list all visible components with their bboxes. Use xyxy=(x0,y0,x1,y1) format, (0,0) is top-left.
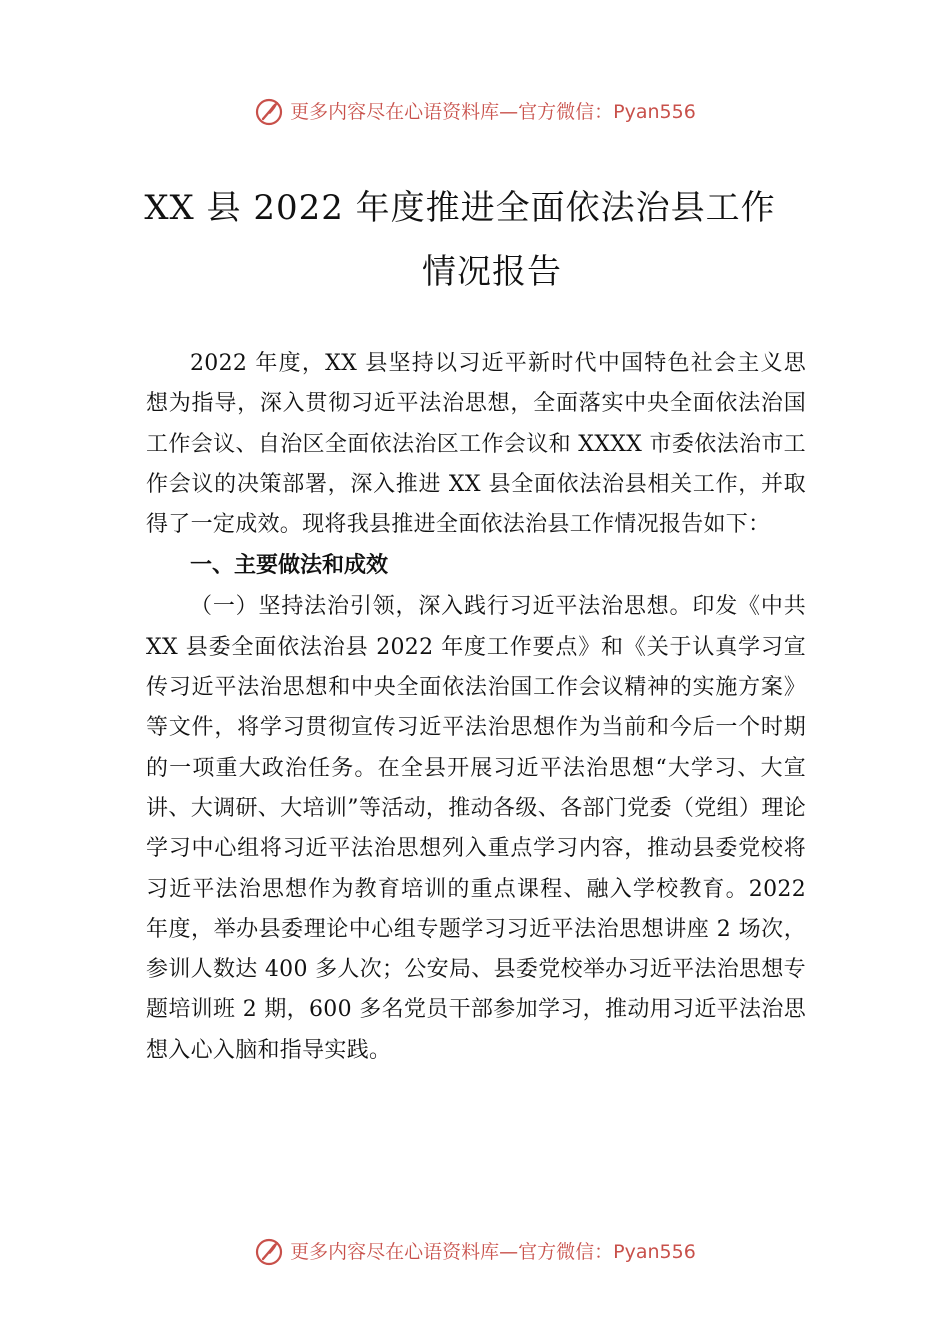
watermark-header xyxy=(0,97,950,127)
watermark-footer xyxy=(0,1237,950,1267)
section-heading: 一、主要做法和成效 xyxy=(190,553,389,579)
quill-logo-icon xyxy=(254,97,284,127)
document-title-line-2: 情况报告 xyxy=(422,252,562,292)
document-body xyxy=(146,344,806,1071)
document-title-line-1: XX 县 2022 年度推进全面依法治县工作 xyxy=(144,188,776,228)
section-paragraph: （一）坚持法治引领，深入践行习近平法治思想。印发《中共 XX 县委全面依法治县 2022 年度工作要点》和《关于认真学习宣传习近平法治思想和中央全面依法治国工作会议精神的实施方案》等文件，将学习贯彻宣传习近平法治思想作为当前和今后一个时期的一项重大政治任务。在全县开展习近平法治思想“大学习、大宣讲、大调研、大培训”等活动，推动各级、各部门党委（党组）理论学习中心组将习近平法治思想列入重点学习内容，推动县委党校将习近平法治思想作为教育培训的重点课程、融入学校教育。2022 年度，举办县委理论中心组专题学习习近平法治思想讲座 2 场次，参训人数达 400 多人次；公安局、县委党校举办习近平法治思想专题培训班 2 期，600 多名党员干部参加学习，推动用习近平法治思想入心入脑和指导实践。 xyxy=(146,594,806,1063)
intro-paragraph: 2022 年度，XX 县坚持以习近平新时代中国特色社会主义思想为指导，深入贯彻习近平法治思想，全面落实中央全面依法治国工作会议、自治区全面依法治区工作会议和 XXXX 市委依法治市工作会议的决策部署，深入推进 XX 县全面依法治县相关工作，并取得了一定成效。现将我县推进全面依法治县工作情况报告如下： xyxy=(146,351,806,538)
watermark-text: 更多内容尽在心语资料库—官方微信：Pyan556 xyxy=(290,101,696,123)
quill-logo-icon xyxy=(254,1237,284,1267)
watermark-text: 更多内容尽在心语资料库—官方微信：Pyan556 xyxy=(290,1241,696,1263)
